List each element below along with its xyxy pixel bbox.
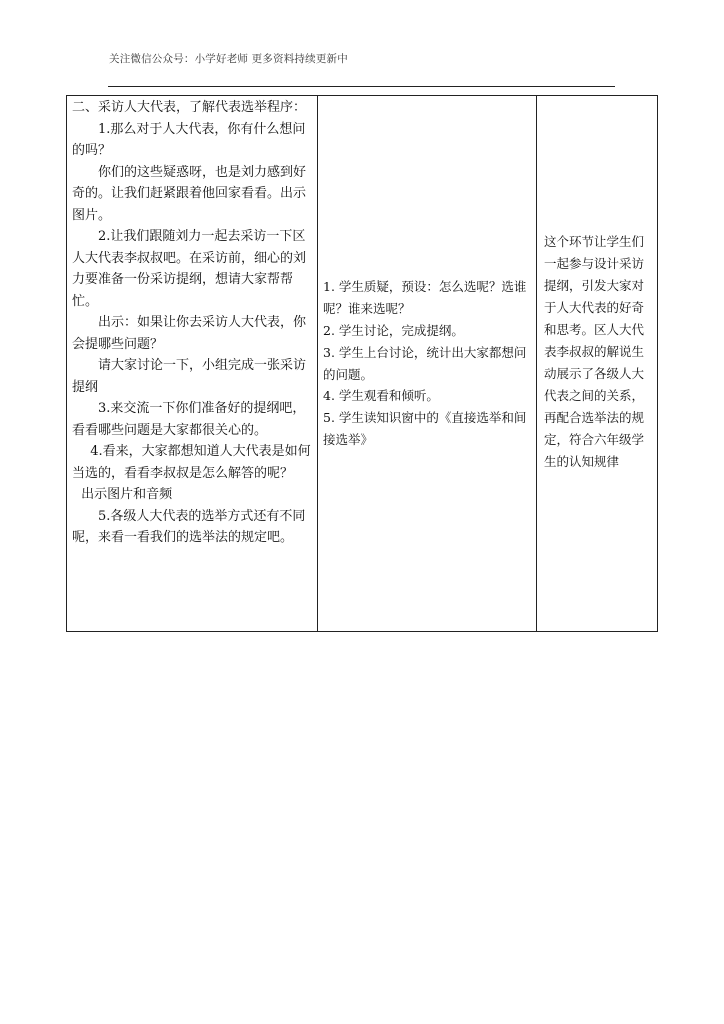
teacher-line: 请大家讨论一下，小组完成一张采访提纲 [72,358,307,395]
teacher-line: 4.看来，大家都想知道人大代表是如何当选的，看看李叔叔是怎么解答的呢？ [72,444,311,481]
design-intent-text: 这个环节让学生们一起参与设计采访提纲，引发大家对于人大代表的好奇和思考。区人大代表李叔叔的解说生动展示了各级人大代表之间的关系，再配合选举法的规定，符合六年级学生的认知规律 [544,233,645,469]
header-rule [108,86,615,87]
teacher-line: 5.各级人大代表的选举方式还有不同呢，来看一看我们的选举法的规定吧。 [72,508,306,545]
student-line: 5. 学生读知识窗中的《直接选举和间接选举》 [323,410,527,447]
student-line: 3. 学生上台讨论，统计出大家都想问的问题。 [323,344,527,382]
design-intent-cell [537,96,657,631]
teacher-line: 3.来交流一下你们准备好的提纲吧，看看哪些问题是大家都很关心的。 [72,401,306,438]
teacher-line: 你们的这些疑惑呀，也是刘力感到好奇的。让我们赶紧跟着他回家看看。出示图片。 [72,164,307,223]
header-note: 关注微信公众号：小学好老师 更多资料持续更新中 [109,53,348,65]
teacher-line: 二、采访人大代表，了解代表选举程序： [72,100,307,115]
teacher-line: 出示：如果让你去采访人大代表，你会提哪些问题？ [72,315,307,352]
teacher-line: 1.那么对于人大代表，你有什么想问的吗？ [72,121,306,158]
teacher-activity-cell [67,96,318,631]
teacher-line: 出示图片和音频 [81,487,173,502]
student-line: 4. 学生观看和倾听。 [323,388,439,404]
student-line: 1. 学生质疑，预设：怎么选呢？选谁呢？谁来选呢？ [323,279,527,317]
student-line: 2. 学生讨论，完成提纲。 [323,322,464,338]
lesson-table [66,95,658,632]
student-activity-cell [318,96,537,631]
teacher-line: 2.让我们跟随刘力一起去采访一下区人大代表李叔叔吧。在采访前，细心的刘力要准备一份采访提纲，想请大家帮帮忙。 [72,229,307,309]
